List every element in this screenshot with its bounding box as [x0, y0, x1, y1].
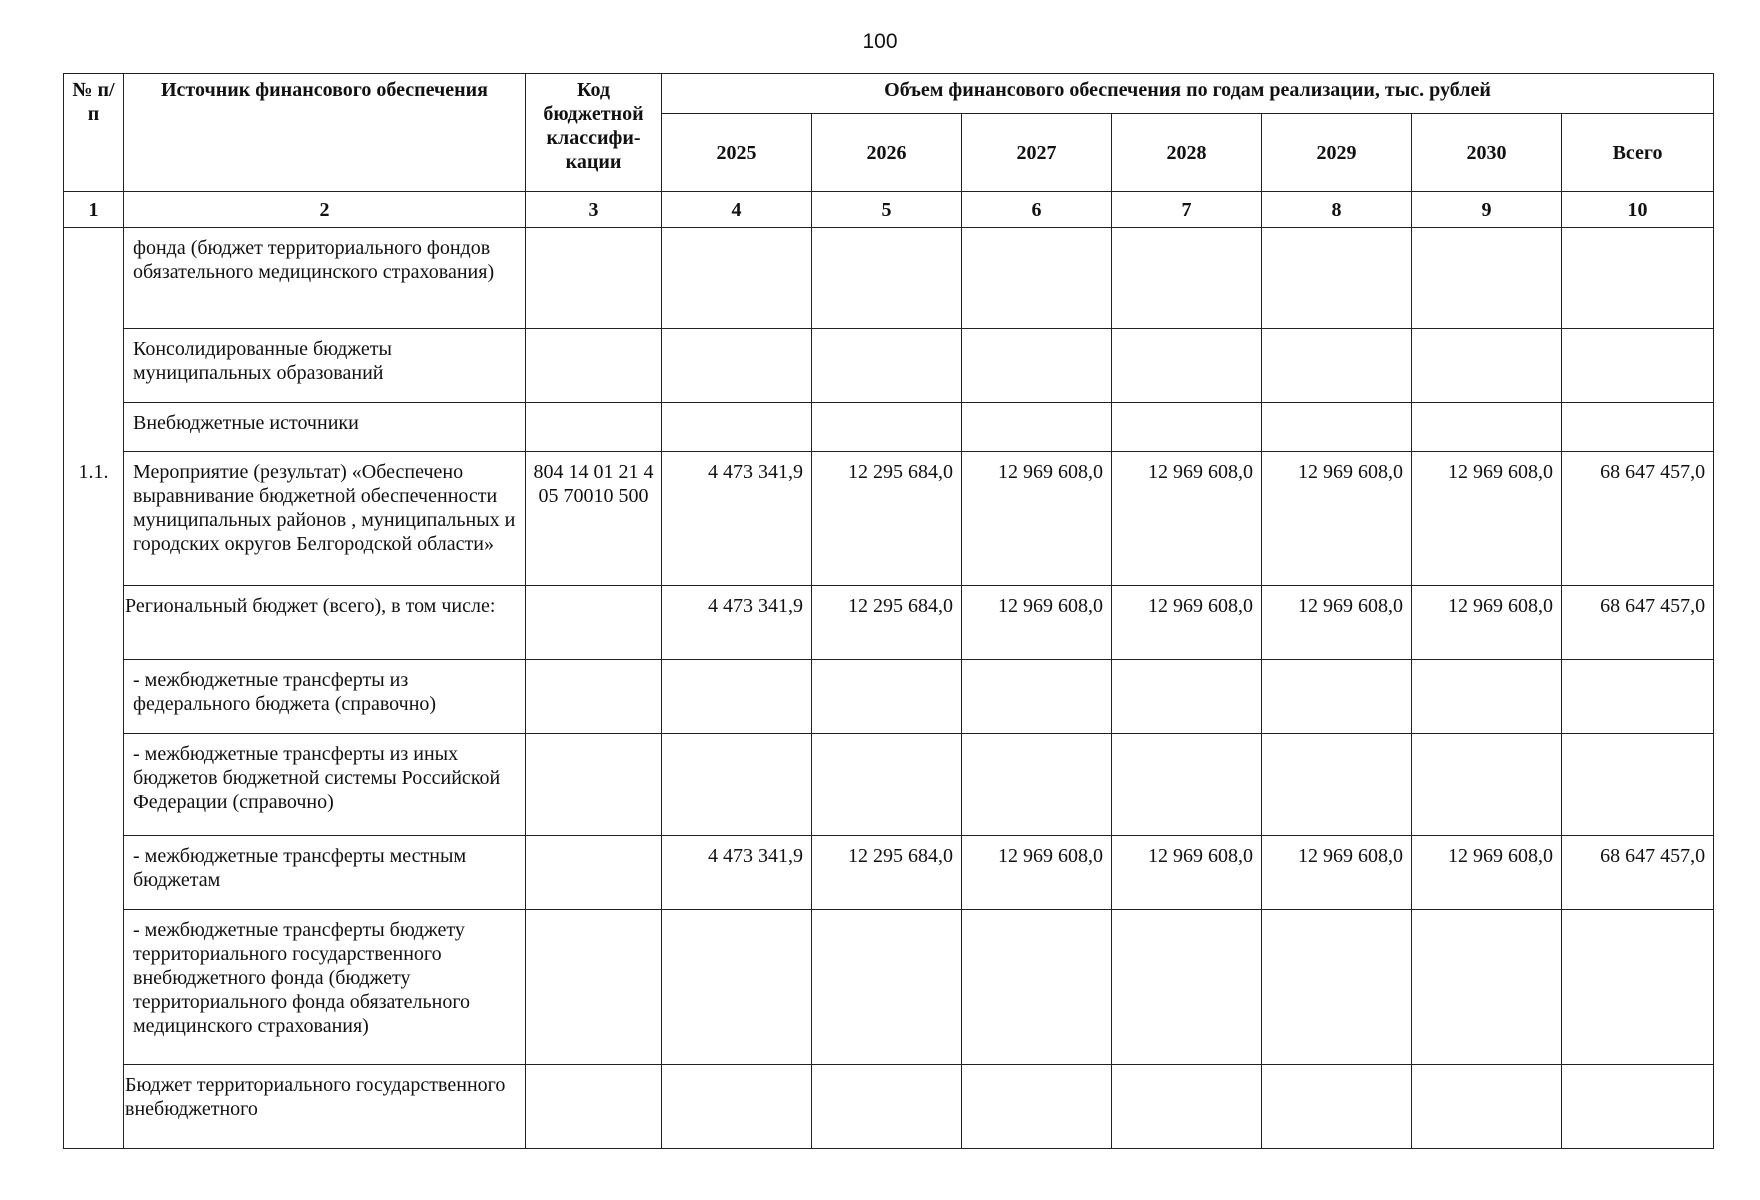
header-volume: Объем финансового обеспечения по годам реализации, тыс. рублей — [662, 74, 1714, 114]
row-value: 12 295 684,0 — [812, 586, 962, 660]
row-value: 12 295 684,0 — [812, 452, 962, 586]
header-year: 2030 — [1412, 114, 1562, 192]
row-value — [1412, 403, 1562, 452]
table-row — [64, 836, 1714, 910]
row-number — [64, 403, 124, 452]
row-value — [812, 660, 962, 734]
row-total — [1562, 734, 1714, 836]
column-number: 4 — [662, 192, 812, 228]
row-code — [526, 403, 662, 452]
row-value — [1262, 329, 1412, 403]
row-value — [1262, 1065, 1412, 1149]
row-total — [1562, 228, 1714, 329]
header-no: № п/п — [64, 74, 124, 192]
header-year: 2026 — [812, 114, 962, 192]
row-value — [1262, 403, 1412, 452]
row-value — [662, 329, 812, 403]
row-value: 12 969 608,0 — [1262, 836, 1412, 910]
row-value — [962, 734, 1112, 836]
header-year: 2025 — [662, 114, 812, 192]
row-source: - межбюджетные трансферты местным бюджетам — [124, 836, 526, 910]
row-number — [64, 734, 124, 836]
row-value — [962, 329, 1112, 403]
row-number: 1.1. — [64, 452, 124, 586]
row-value: 12 969 608,0 — [1112, 836, 1262, 910]
table-row — [64, 586, 1714, 660]
table-row — [64, 1065, 1714, 1149]
row-code — [526, 836, 662, 910]
header-total: Всего — [1562, 114, 1714, 192]
row-value — [812, 910, 962, 1065]
row-value: 4 473 341,9 — [662, 586, 812, 660]
row-code — [526, 329, 662, 403]
row-value — [1412, 329, 1562, 403]
row-value — [662, 403, 812, 452]
row-number — [64, 586, 124, 660]
header-row — [64, 74, 1714, 114]
row-value — [1412, 734, 1562, 836]
row-source: Региональный бюджет (всего), в том числе: — [124, 586, 526, 660]
table-row — [64, 329, 1714, 403]
row-code — [526, 228, 662, 329]
row-number — [64, 836, 124, 910]
row-source: фонда (бюджет территориального фондов обязательного медицинского страхования) — [124, 228, 526, 329]
row-value: 12 969 608,0 — [962, 586, 1112, 660]
column-number: 8 — [1262, 192, 1412, 228]
row-value: 12 969 608,0 — [1262, 452, 1412, 586]
row-value — [662, 660, 812, 734]
row-value — [1262, 228, 1412, 329]
row-value — [962, 660, 1112, 734]
table-row — [64, 734, 1714, 836]
column-number: 10 — [1562, 192, 1714, 228]
table-row — [64, 403, 1714, 452]
header-year: 2029 — [1262, 114, 1412, 192]
column-number: 1 — [64, 192, 124, 228]
row-source: - межбюджетные трансферты из иных бюджетов бюджетной системы Российской Федерации (справочно) — [124, 734, 526, 836]
row-value — [812, 329, 962, 403]
row-value — [1412, 660, 1562, 734]
row-value: 12 969 608,0 — [962, 836, 1112, 910]
row-value — [1112, 329, 1262, 403]
row-value — [1112, 228, 1262, 329]
row-value — [662, 1065, 812, 1149]
row-total — [1562, 660, 1714, 734]
row-number — [64, 660, 124, 734]
row-value — [1412, 228, 1562, 329]
row-value — [812, 734, 962, 836]
row-total — [1562, 403, 1714, 452]
row-value — [1112, 403, 1262, 452]
column-number: 3 — [526, 192, 662, 228]
row-value: 12 969 608,0 — [1412, 836, 1562, 910]
row-value — [1112, 734, 1262, 836]
row-value — [812, 1065, 962, 1149]
row-source: - межбюджетные трансферты из федерального бюджета (справочно) — [124, 660, 526, 734]
row-number — [64, 228, 124, 329]
row-value: 4 473 341,9 — [662, 836, 812, 910]
row-code — [526, 586, 662, 660]
row-value: 12 969 608,0 — [1412, 452, 1562, 586]
row-total — [1562, 910, 1714, 1065]
row-value — [1262, 660, 1412, 734]
row-source: Бюджет территориального государственного внебюджетного — [124, 1065, 526, 1149]
row-total: 68 647 457,0 — [1562, 452, 1714, 586]
column-number: 9 — [1412, 192, 1562, 228]
row-source: - межбюджетные трансферты бюджету территориального государственного внебюджетного фонда (бюджету территориального фонда обязательного медицинского страхования) — [124, 910, 526, 1065]
header-year: 2028 — [1112, 114, 1262, 192]
row-value: 12 295 684,0 — [812, 836, 962, 910]
row-value — [962, 403, 1112, 452]
row-total: 68 647 457,0 — [1562, 836, 1714, 910]
row-value: 12 969 608,0 — [1262, 586, 1412, 660]
row-total — [1562, 1065, 1714, 1149]
row-value: 12 969 608,0 — [1112, 586, 1262, 660]
row-code — [526, 660, 662, 734]
row-value — [1412, 1065, 1562, 1149]
row-value — [812, 228, 962, 329]
row-value — [662, 228, 812, 329]
row-number — [64, 910, 124, 1065]
row-total — [1562, 329, 1714, 403]
row-value — [662, 910, 812, 1065]
row-value — [1112, 660, 1262, 734]
row-code: 804 14 01 21 4 05 70010 500 — [526, 452, 662, 586]
row-value: 12 969 608,0 — [1412, 586, 1562, 660]
row-value — [812, 403, 962, 452]
row-code — [526, 734, 662, 836]
column-numbers-row — [64, 192, 1714, 228]
row-value — [962, 910, 1112, 1065]
row-value — [1262, 734, 1412, 836]
row-value — [962, 228, 1112, 329]
financing-table — [63, 73, 1714, 1149]
row-value: 4 473 341,9 — [662, 452, 812, 586]
table-row — [64, 228, 1714, 329]
table-row — [64, 660, 1714, 734]
row-code — [526, 1065, 662, 1149]
header-year: 2027 — [962, 114, 1112, 192]
column-number: 2 — [124, 192, 526, 228]
row-value — [1412, 910, 1562, 1065]
row-value — [962, 1065, 1112, 1149]
row-source: Консолидированные бюджеты муниципальных образований — [124, 329, 526, 403]
header-code: Код бюджетной классифи-кации — [526, 74, 662, 192]
row-code — [526, 910, 662, 1065]
row-source: Мероприятие (результат) «Обеспечено выравнивание бюджетной обеспеченности муниципальных районов , муниципальных и городских округов Белгородской области» — [124, 452, 526, 586]
row-value: 12 969 608,0 — [962, 452, 1112, 586]
row-value — [662, 734, 812, 836]
row-value — [1112, 910, 1262, 1065]
table-row — [64, 910, 1714, 1065]
column-number: 6 — [962, 192, 1112, 228]
header-source: Источник финансового обеспечения — [124, 74, 526, 192]
column-number: 7 — [1112, 192, 1262, 228]
row-value — [1112, 1065, 1262, 1149]
row-value: 12 969 608,0 — [1112, 452, 1262, 586]
table-row — [64, 452, 1714, 586]
row-total: 68 647 457,0 — [1562, 586, 1714, 660]
column-number: 5 — [812, 192, 962, 228]
row-number — [64, 329, 124, 403]
row-number — [64, 1065, 124, 1149]
row-source: Внебюджетные источники — [124, 403, 526, 452]
page-number: 100 — [862, 30, 898, 53]
row-value — [1262, 910, 1412, 1065]
